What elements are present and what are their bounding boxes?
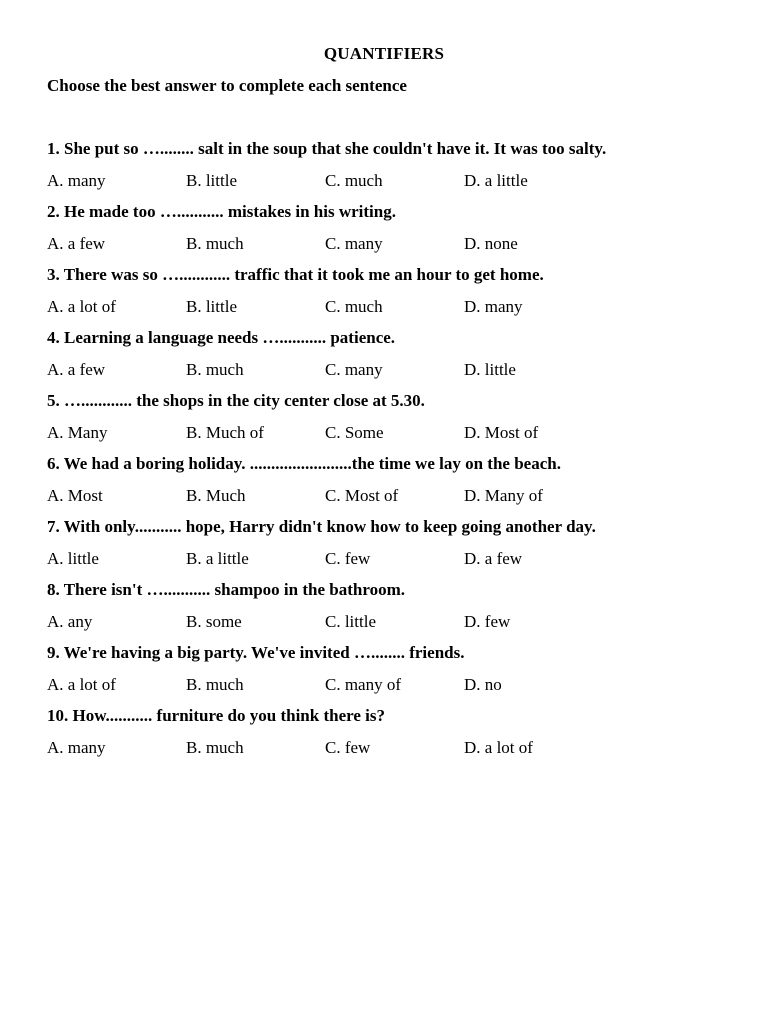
- question-4: [47, 328, 747, 391]
- option-c: C. much: [325, 171, 383, 190]
- answer-options: [47, 234, 747, 256]
- question-7: [47, 517, 747, 580]
- question-text: 2. He made too …........... mistakes in his writing.: [47, 202, 396, 221]
- answer-options: [47, 612, 747, 634]
- question-text: 6. We had a boring holiday. ........................the time we lay on the beach.: [47, 454, 561, 473]
- option-b: B. much: [186, 360, 244, 379]
- answer-options: [47, 297, 747, 319]
- option-d: D. little: [464, 360, 516, 379]
- question-5: [47, 391, 747, 454]
- question-6: [47, 454, 747, 517]
- page-title: QUANTIFIERS: [323, 44, 445, 63]
- question-2: [47, 202, 747, 265]
- question-1: [47, 139, 747, 202]
- answer-options: [47, 423, 747, 445]
- option-a: A. little: [47, 549, 99, 568]
- option-a: A. Many: [47, 423, 108, 442]
- question-text: 3. There was so …............ traffic that it took me an hour to get home.: [47, 265, 544, 284]
- answer-options: [47, 360, 747, 382]
- question-text: 1. She put so …........ salt in the soup that she couldn't have it. It was too salty.: [47, 139, 607, 158]
- option-c: C. many of: [325, 675, 402, 694]
- option-a: A. Most: [47, 486, 103, 505]
- option-c: C. much: [325, 297, 383, 316]
- option-a: A. many: [47, 738, 106, 757]
- option-c: C. little: [325, 612, 376, 631]
- option-a: A. a lot of: [47, 297, 116, 316]
- question-3: [47, 265, 747, 328]
- option-b: B. Much of: [186, 423, 264, 442]
- option-b: B. little: [186, 171, 237, 190]
- option-c: C. Most of: [325, 486, 399, 505]
- question-text: 5. …............ the shops in the city center close at 5.30.: [47, 391, 425, 410]
- question-text: 4. Learning a language needs …........... patience.: [47, 328, 396, 347]
- option-d: D. many: [464, 297, 523, 316]
- option-c: C. few: [325, 738, 371, 757]
- question-text: 10. How........... furniture do you think there is?: [47, 706, 385, 725]
- option-d: D. Many of: [464, 486, 543, 505]
- option-a: A. many: [47, 171, 106, 190]
- option-b: B. a little: [186, 549, 249, 568]
- option-d: D. a lot of: [464, 738, 533, 757]
- option-b: B. little: [186, 297, 237, 316]
- answer-options: [47, 675, 747, 697]
- option-d: D. a few: [464, 549, 523, 568]
- option-c: C. few: [325, 549, 371, 568]
- option-b: B. much: [186, 738, 244, 757]
- option-a: A. a few: [47, 234, 106, 253]
- answer-options: [47, 171, 747, 193]
- question-10: [47, 706, 747, 769]
- option-b: B. much: [186, 675, 244, 694]
- answer-options: [47, 549, 747, 571]
- option-a: A. a lot of: [47, 675, 116, 694]
- question-9: [47, 643, 747, 706]
- option-d: D. no: [464, 675, 502, 694]
- answer-options: [47, 486, 747, 508]
- option-a: A. a few: [47, 360, 106, 379]
- question-text: 7. With only........... hope, Harry didn't know how to keep going another day.: [47, 517, 596, 536]
- option-d: D. few: [464, 612, 511, 631]
- option-c: C. many: [325, 234, 383, 253]
- option-c: C. many: [325, 360, 383, 379]
- question-text: 8. There isn't …........... shampoo in the bathroom.: [47, 580, 405, 599]
- question-text: 9. We're having a big party. We've invited …........ friends.: [47, 643, 465, 662]
- option-d: D. a little: [464, 171, 528, 190]
- question-list: [47, 139, 747, 769]
- question-8: [47, 580, 747, 643]
- option-b: B. some: [186, 612, 242, 631]
- option-d: D. Most of: [464, 423, 539, 442]
- option-b: B. much: [186, 234, 244, 253]
- answer-options: [47, 738, 747, 760]
- instruction-text: Choose the best answer to complete each sentence: [47, 76, 407, 95]
- option-b: B. Much: [186, 486, 246, 505]
- option-a: A. any: [47, 612, 93, 631]
- option-c: C. Some: [325, 423, 384, 442]
- option-d: D. none: [464, 234, 518, 253]
